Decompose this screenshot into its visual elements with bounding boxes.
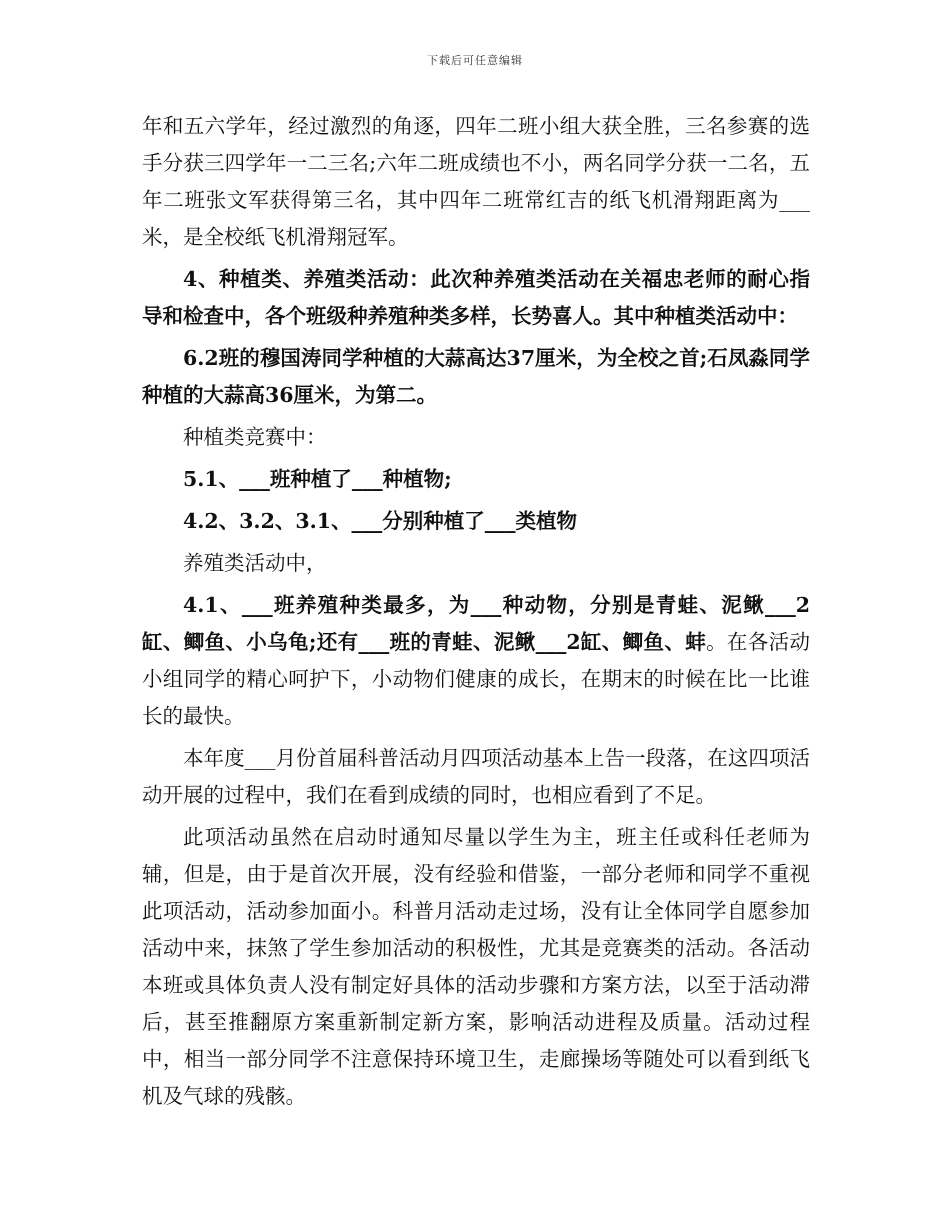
- page-header-note: 下载后可任意编辑: [427, 54, 523, 67]
- paragraph-garlic-results: 6.2班的穆国涛同学种植的大蒜高达37厘米，为全校之首;石凤淼同学种植的大蒜高36厘米，为第二。: [142, 346, 810, 407]
- paragraph-planting-competition-heading: 种植类竞赛中：: [183, 425, 327, 449]
- document-body: [142, 108, 810, 1120]
- paragraph-breeding-results: [142, 587, 810, 735]
- paragraph-shortcomings: 此项活动虽然在启动时通知尽量以学生为主，班主任或科任老师为辅，但是，由于是首次开展，没有经验和借鉴，一部分老师和同学不重视此项活动，活动参加面小。科普月活动走过场，没有让全体同学自愿参加活动中来，抹煞了学生参加活动的积极性，尤其是竞赛类的活动。各活动本班或具体负责人没有制定好具体的活动步骤和方案方法，以至于活动滞后，甚至推翻原方案重新制定新方案，影响活动进程及质量。活动过程中，相当一部分同学不注意保持环境卫生，走廊操场等随处可以看到纸飞机及气球的残骸。: [142, 825, 810, 1108]
- breeding-results-bold: 4.1、___班养殖种类最多，为___种动物，分别是青蛙、泥鳅___2缸、鲫鱼、小乌龟;还有___班的青蛙、泥鳅___2缸、鲫鱼、蚌: [142, 593, 810, 654]
- paragraph-competition-results: 年和五六学年，经过激烈的角逐，四年二班小组大获全胜，三名参赛的选手分获三四学年一二三名;六年二班成绩也不小，两名同学分获一二名，五年二班张文军获得第三名，其中四年二班常红吉的纸飞机滑翔距离为___米，是全校纸飞机滑翔冠军。: [142, 114, 810, 249]
- breeding-results-normal: 。在各活动小组同学的精心呵护下，小动物们健康的成长，在期末的时候在比一比谁长的最快。: [142, 630, 810, 728]
- paragraph-planting-breeding-intro: 4、种植类、养殖类活动：此次种养殖类活动在关福忠老师的耐心指导和检查中，各个班级种养殖种类多样，长势喜人。其中种植类活动中：: [142, 267, 810, 328]
- paragraph-planting-classes: 4.2、3.2、3.1、___分别种植了___类植物: [183, 509, 577, 533]
- paragraph-breeding-heading: 养殖类活动中，: [183, 551, 327, 575]
- paragraph-planting-class-5-1: 5.1、___班种植了___种植物;: [183, 467, 452, 491]
- paragraph-summary: 本年度___月份首届科普活动月四项活动基本上告一段落，在这四项活动开展的过程中，我们在看到成绩的同时，也相应看到了不足。: [142, 746, 810, 807]
